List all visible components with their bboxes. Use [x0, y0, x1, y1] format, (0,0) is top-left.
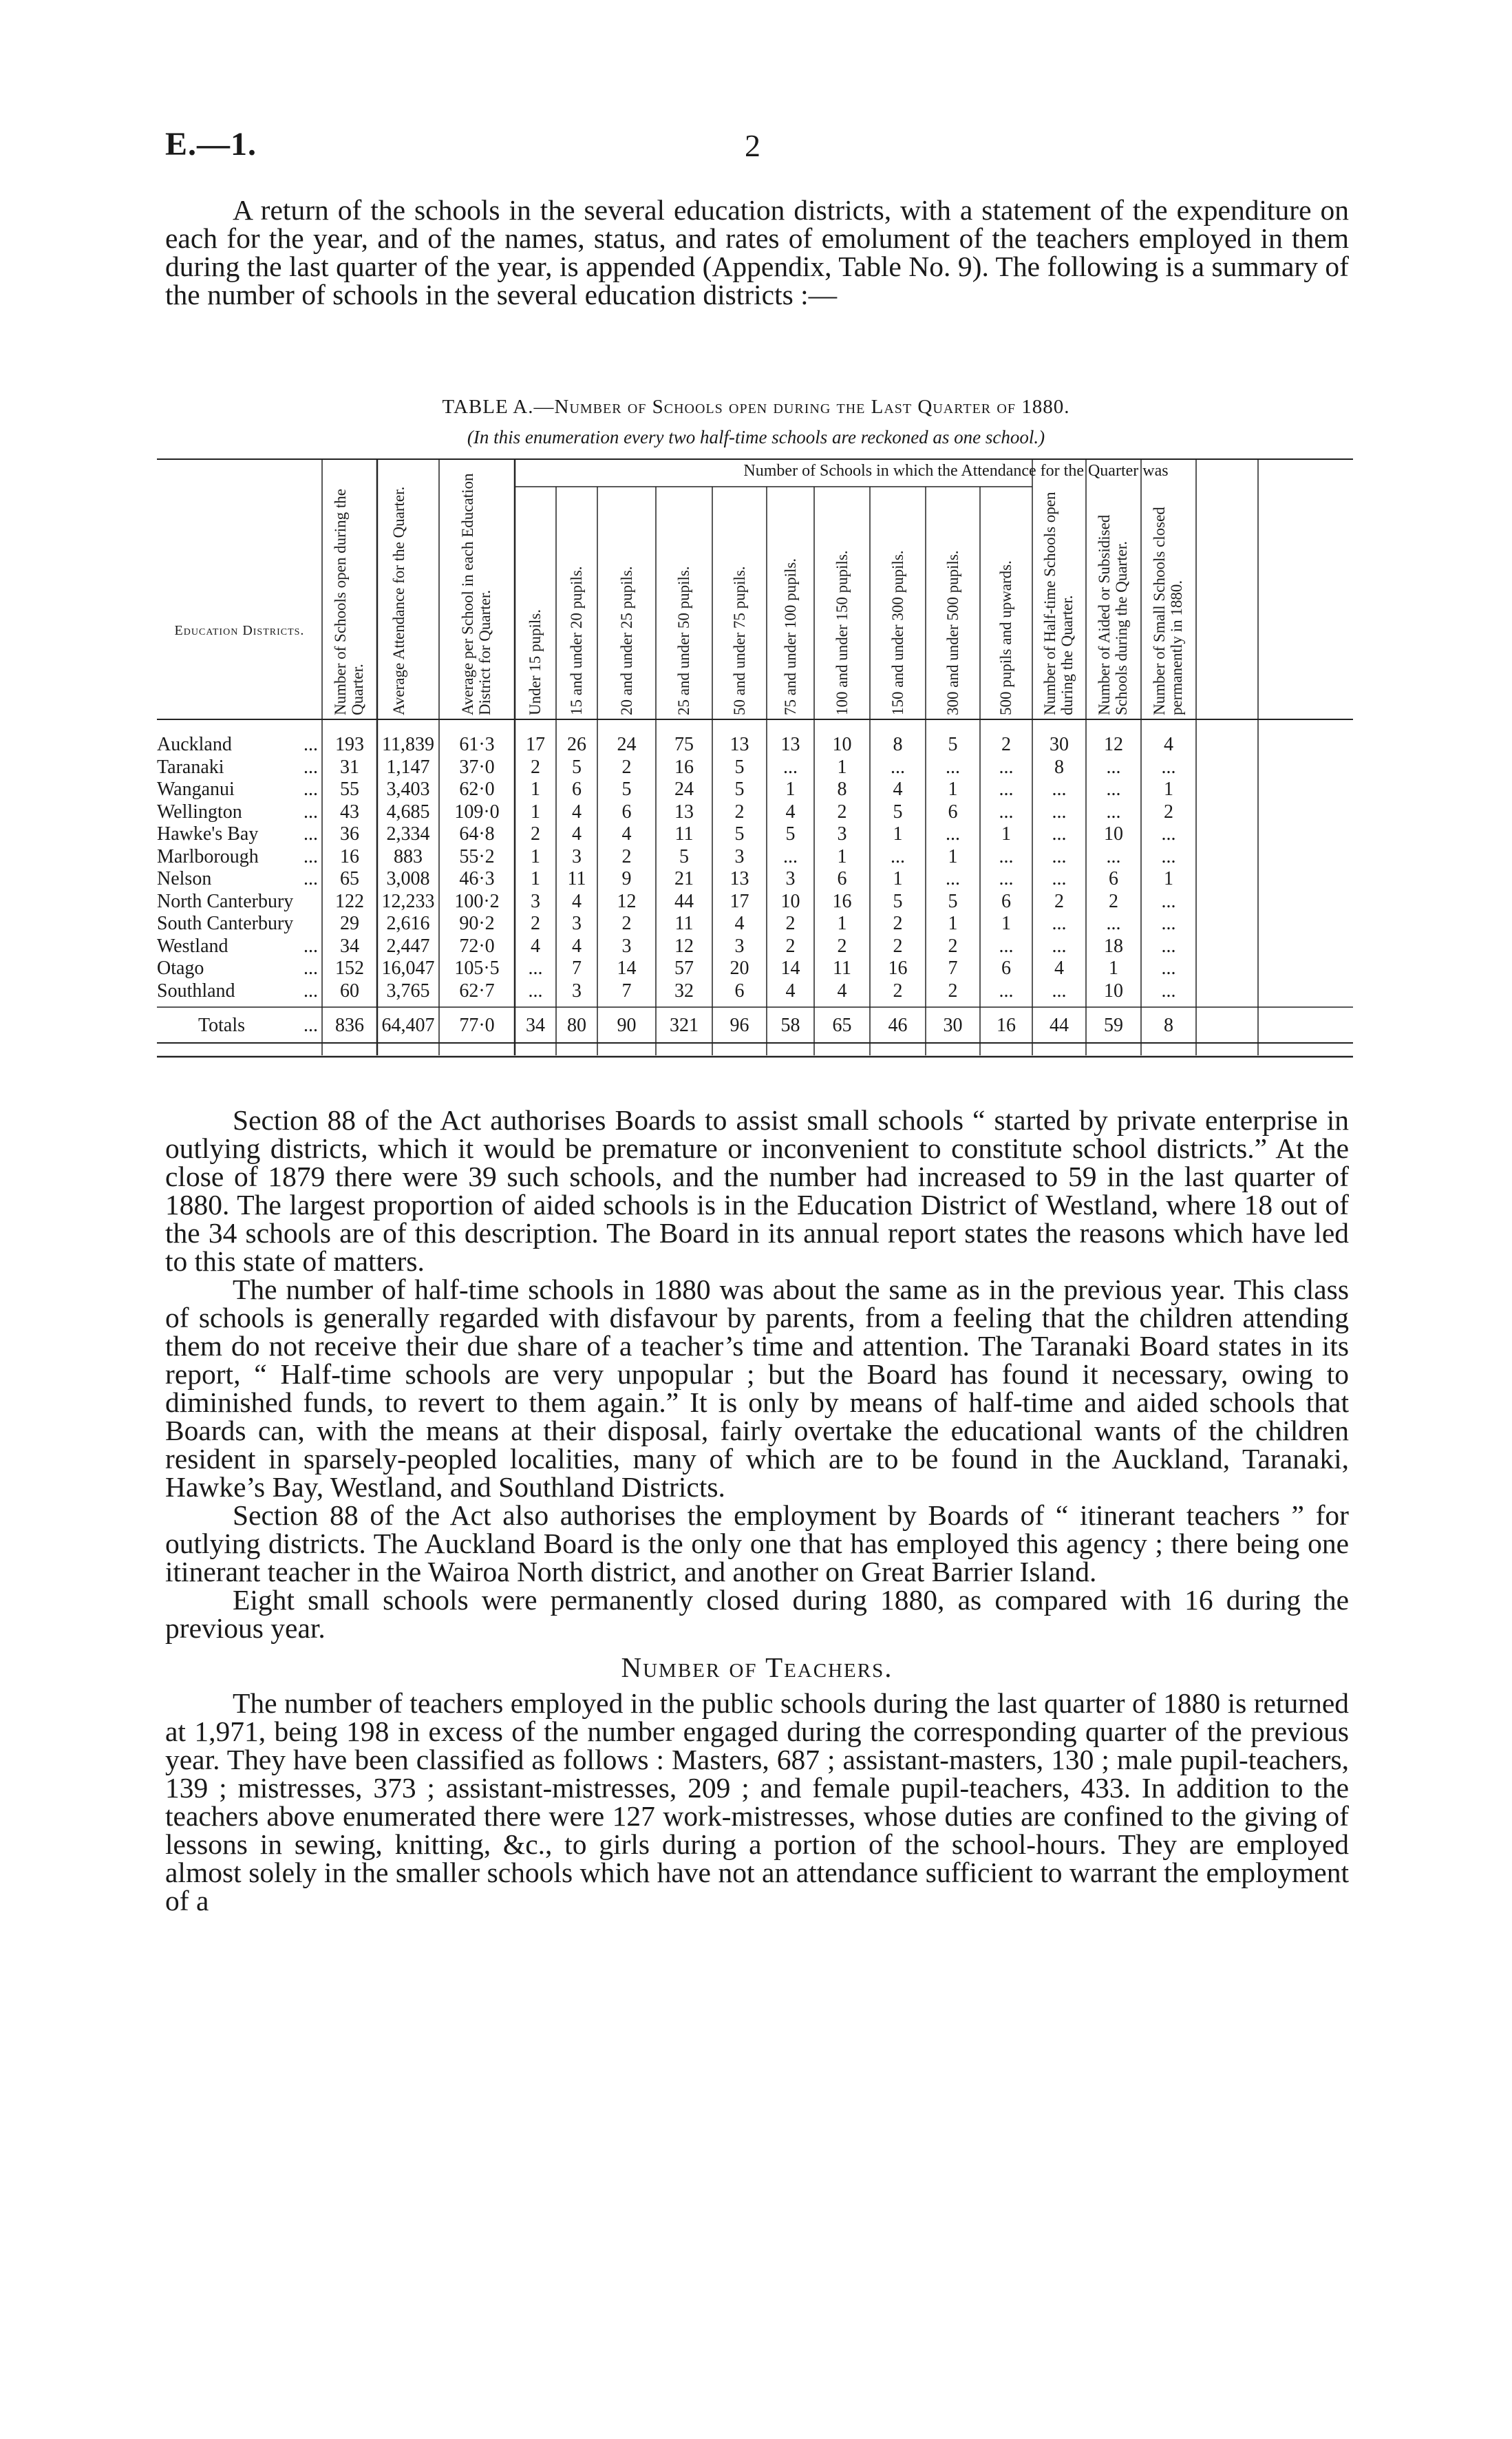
table-cell: 14: [617, 958, 637, 979]
table-cell: 17: [730, 890, 749, 912]
table-cell: 24: [674, 779, 694, 800]
table-cell: 4: [572, 823, 582, 845]
table-cell: ...: [999, 935, 1014, 957]
district-name: [157, 756, 322, 779]
column-header: 500 pupils and upwards.: [997, 560, 1014, 715]
table-cell: 64·8: [459, 823, 495, 845]
table-cell: 2: [893, 913, 903, 934]
table-cell: 12,233: [381, 890, 435, 912]
table-cell: 5: [621, 779, 632, 800]
column-header: 25 and under 50 pupils.: [675, 566, 692, 715]
table-cell: 2: [734, 801, 745, 823]
table-cell: 1: [837, 913, 847, 934]
leader-dots: ...: [304, 801, 318, 823]
table-cell: ...: [1161, 980, 1176, 1002]
table-cell: 1: [948, 845, 958, 867]
table-cell: 1: [531, 868, 540, 889]
table-cell: ...: [783, 845, 798, 867]
table-cell: ...: [1161, 935, 1176, 957]
column-header: 100 and under 150 pupils.: [833, 550, 851, 715]
totals-cell: 321: [670, 1015, 699, 1036]
table-cell: 12: [674, 935, 694, 957]
district-name: [157, 935, 322, 958]
table-cell: 11: [674, 913, 694, 934]
page-number: 2: [745, 128, 760, 163]
leader-dots: ...: [304, 1015, 318, 1036]
district-name-text: Totals: [198, 1015, 246, 1036]
table-cell: 5: [734, 756, 745, 778]
table-cell: 105·5: [454, 958, 500, 979]
table-cell: 3: [621, 935, 632, 957]
column-header: 75 and under 100 pupils.: [781, 558, 799, 715]
column-header: Average Attendance for the Quarter.: [390, 486, 407, 715]
table-cell: ...: [1161, 845, 1176, 867]
table-cell: 75: [674, 734, 694, 755]
totals-cell: 46: [888, 1015, 908, 1036]
table-cell: 3: [734, 845, 745, 867]
district-name-text: Westland: [157, 935, 228, 957]
table-cell: 3,765: [386, 980, 430, 1002]
leader-dots: ...: [304, 823, 318, 845]
table-cell: 3: [531, 890, 540, 912]
table-cell: 3: [572, 845, 582, 867]
table-cell: 5: [893, 801, 903, 823]
table-cell: 72·0: [459, 935, 495, 957]
column-header: Under 15 pupils.: [526, 609, 544, 715]
table-cell: 4: [572, 935, 582, 957]
table-cell: 2: [785, 935, 796, 957]
table-cell: ...: [999, 756, 1014, 778]
totals-cell: 16: [997, 1015, 1016, 1036]
column-header: 20 and under 25 pupils.: [617, 566, 635, 715]
column-header: Average per School in each Education District for Quarter.: [459, 473, 493, 715]
table-cell: 5: [734, 779, 745, 800]
district-name: [157, 890, 322, 913]
district-name-text: Hawke's Bay: [157, 823, 259, 845]
table-cell: 1: [785, 779, 796, 800]
table-cell: ...: [1052, 980, 1067, 1002]
table-cell: 6: [734, 980, 745, 1002]
table-cell: 36: [340, 823, 359, 845]
table-cell: ...: [1161, 890, 1176, 912]
table-cell: ...: [1106, 913, 1121, 934]
leader-dots: ...: [304, 756, 318, 778]
table-cell: 4: [621, 823, 632, 845]
table-cell: 62·7: [459, 980, 495, 1002]
table-cell: 6: [572, 779, 582, 800]
table-cell: ...: [1106, 756, 1121, 778]
table-cell: 2: [531, 823, 540, 845]
table-cell: ...: [1161, 823, 1176, 845]
table-cell: ...: [1106, 779, 1121, 800]
table-cell: 10: [1104, 823, 1123, 845]
table-cell: 2: [1164, 801, 1173, 823]
paragraph-teachers: The number of teachers employed in the public schools during the last quarter of 1880 is returned at 1,971, being 198 in excess of the number engaged during the corresponding quarter of the previous year. They have been classified as follows : Masters, 687 ; assistant-masters, 130 ; male pupil-teachers, 139 ; mistresses, 373 ; assistant-mistresses, 209 ; and female pupil-teachers, 433. In addition to the teachers above enumerated there were 127 work-mistresses, whose duties are confined to the giving of lessons in sewing, knitting, &c., to girls during a portion of the school-hours. They are employed almost solely in the smaller schools which have not an attendance sufficient to warrant the employment of a: [165, 1687, 1349, 1917]
table-cell: 6: [1001, 890, 1011, 912]
district-name-text: Wanganui: [157, 779, 235, 800]
table-cell: 10: [1104, 980, 1123, 1002]
table-cell: 2: [893, 935, 903, 957]
table-cell: 4: [572, 890, 582, 912]
leader-dots: ...: [304, 958, 318, 979]
table-cell: 16,047: [381, 958, 435, 979]
table-cell: 13: [674, 801, 694, 823]
table-cell: 2: [1054, 890, 1064, 912]
table-cell: 90·2: [459, 913, 495, 934]
leader-dots: ...: [304, 779, 318, 800]
table-cell: 5: [572, 756, 582, 778]
table-cell: ...: [1106, 845, 1121, 867]
table-cell: ...: [946, 868, 960, 889]
totals-cell: 58: [780, 1015, 800, 1036]
leader-dots: ...: [304, 845, 318, 867]
district-name-text: Wellington: [157, 801, 242, 823]
table-cell: 8: [837, 779, 847, 800]
table-cell: 12: [617, 890, 637, 912]
table-cell: 1: [1164, 868, 1173, 889]
table-cell: 24: [617, 734, 637, 755]
column-header: Number of Schools open during the Quarter.: [332, 489, 366, 715]
column-header: 15 and under 20 pupils.: [568, 566, 585, 715]
table-cell: 12: [1104, 734, 1123, 755]
table-cell: 37·0: [459, 756, 495, 778]
table-cell: 1: [948, 779, 958, 800]
district-name: [157, 778, 322, 801]
district-name: [157, 980, 322, 1002]
table-cell: ...: [1052, 845, 1067, 867]
table-cell: 1: [893, 868, 903, 889]
totals-label: [157, 1014, 322, 1037]
paragraph-aided-schools: Section 88 of the Act authorises Boards to assist small schools “ started by private enterprise in outlying districts, which it would be premature or inconvenient to constitute school districts.” At the close of 1879 there were 39 such schools, and the number had increased to 59 in the last quarter of 1880. The largest proportion of aided schools is in the Education District of Westland, where 18 out of the 34 schools are of this description. The Board in its annual report states the reasons which have led to this state of matters.: [165, 1104, 1349, 1277]
table-cell: 4: [837, 980, 847, 1002]
table-cell: ...: [999, 801, 1014, 823]
table-cell: 1: [1001, 823, 1011, 845]
table-cell: ...: [783, 756, 798, 778]
table-cell: 13: [730, 868, 749, 889]
table-cell: 9: [621, 868, 632, 889]
schools-table: [157, 458, 1353, 1098]
table-cell: 6: [837, 868, 847, 889]
table-cell: 43: [340, 801, 359, 823]
intro-paragraph: A return of the schools in the several education districts, with a statement of the expenditure on each for the year, and of the names, status, and rates of emolument of the teachers employed in them during the last quarter of the year, is appended (Appendix, Table No. 9). The following is a summary of the number of schools in the several education districts :—: [165, 194, 1349, 310]
table-cell: 13: [730, 734, 749, 755]
table-cell: 6: [621, 801, 632, 823]
column-header: 50 and under 75 pupils.: [730, 566, 748, 715]
district-name-text: Otago: [157, 958, 204, 979]
table-note: (In this enumeration every two half-time schools are reckoned as one school.): [467, 427, 1045, 447]
table-cell: 10: [832, 734, 852, 755]
paragraph-half-time: The number of half-time schools in 1880 was about the same as in the previous year. This class of schools is generally regarded with disfavour by parents, from a feeling that the children attending them do not receive their due share of a teacher’s time and attention. The Taranaki Board states in its report, “ Half-time schools are very unpopular ; but the Board has found it necessary, owing to diminished funds, to revert to them again.” It is only by means of half-time and aided schools that Boards can, with the means at their disposal, fairly overtake the educational wants of the children resident in sparsely-peopled localities, many of which are to be found in the Auckland, Taranaki, Hawke’s Bay, Westland, and Southland Districts.: [165, 1274, 1349, 1503]
table-cell: 16: [674, 756, 694, 778]
table-cell: 60: [340, 980, 359, 1002]
table-cell: 13: [780, 734, 800, 755]
table-cell: 2: [1109, 890, 1118, 912]
table-cell: 2: [785, 913, 796, 934]
table-cell: 109·0: [454, 801, 500, 823]
table-cell: 2: [621, 913, 632, 934]
table-cell: 7: [948, 958, 958, 979]
table-cell: 4,685: [386, 801, 430, 823]
table-cell: ...: [1106, 801, 1121, 823]
table-cell: 2: [531, 756, 540, 778]
table-cell: 2,334: [386, 823, 430, 845]
district-name-text: Taranaki: [157, 756, 224, 778]
table-cell: 3: [734, 935, 745, 957]
table-cell: ...: [1052, 801, 1067, 823]
district-name: [157, 867, 322, 890]
table-cell: 11: [833, 958, 851, 979]
leader-dots: ...: [304, 980, 318, 1002]
table-cell: 1: [837, 756, 847, 778]
table-cell: 62·0: [459, 779, 495, 800]
table-cell: ...: [1052, 823, 1067, 845]
totals-cell: 90: [617, 1015, 637, 1036]
district-name: [157, 957, 322, 980]
table-cell: 8: [893, 734, 903, 755]
table-cell: 1: [1001, 913, 1011, 934]
table-title: [0, 396, 1512, 419]
table-cell: ...: [999, 779, 1014, 800]
table-cell: ...: [946, 756, 960, 778]
table-cell: 100·2: [454, 890, 500, 912]
district-name: [157, 801, 322, 823]
table-cell: 883: [394, 845, 423, 867]
table-cell: 5: [948, 734, 958, 755]
table-cell: 6: [948, 801, 958, 823]
totals-cell: 96: [730, 1015, 749, 1036]
table-cell: 5: [893, 890, 903, 912]
district-name-text: North Canterbury: [157, 890, 294, 912]
table-cell: 1: [1109, 958, 1118, 979]
table-cell: 2: [948, 935, 958, 957]
totals-cell: 80: [567, 1015, 586, 1036]
table-cell: 152: [335, 958, 364, 979]
leader-dots: ...: [304, 734, 318, 755]
district-name-text: Auckland: [157, 734, 232, 755]
totals-cell: 8: [1164, 1015, 1173, 1036]
table-cell: 46·3: [459, 868, 495, 889]
table-cell: ...: [1052, 913, 1067, 934]
totals-cell: 64,407: [381, 1015, 435, 1036]
table-cell: 30: [1050, 734, 1069, 755]
table-cell: 5: [948, 890, 958, 912]
table-cell: 16: [340, 845, 359, 867]
table-cell: 55: [340, 779, 359, 800]
table-cell: 7: [621, 980, 632, 1002]
table-cell: 1: [531, 845, 540, 867]
attendance-group-header: Number of Schools in which the Attendance for the Quarter was: [743, 462, 1169, 480]
table-cell: 1: [837, 845, 847, 867]
table-cell: 2: [837, 801, 847, 823]
table-cell: 17: [526, 734, 545, 755]
table-cell: 1: [948, 913, 958, 934]
district-name: [157, 733, 322, 756]
table-cell: ...: [891, 756, 905, 778]
table-cell: 14: [780, 958, 800, 979]
table-cell: 1: [1164, 779, 1173, 800]
table-cell: 2,447: [386, 935, 430, 957]
column-header: Number of Small Schools closed permanently in 1880.: [1151, 507, 1185, 715]
table-cell: 3: [837, 823, 847, 845]
table-cell: 4: [572, 801, 582, 823]
table-cell: 2: [621, 756, 632, 778]
table-cell: ...: [528, 958, 543, 979]
table-cell: 3: [572, 913, 582, 934]
table-cell: ...: [1052, 868, 1067, 889]
table-cell: ...: [528, 980, 543, 1002]
table-cell: 4: [785, 801, 796, 823]
table-cell: 2: [531, 913, 540, 934]
table-cell: 2,616: [386, 913, 430, 934]
table-cell: 2: [948, 980, 958, 1002]
leader-dots: ...: [304, 868, 318, 889]
table-cell: 29: [340, 913, 359, 934]
table-cell: 55·2: [459, 845, 495, 867]
table-cell: 6: [1001, 958, 1011, 979]
table-cell: 1: [531, 779, 540, 800]
table-cell: ...: [1052, 779, 1067, 800]
table-cell: 5: [734, 823, 745, 845]
totals-cell: 836: [335, 1015, 364, 1036]
table-cell: 1: [893, 823, 903, 845]
district-name: [157, 823, 322, 845]
column-header: 150 and under 300 pupils.: [888, 550, 906, 715]
leader-dots: ...: [304, 935, 318, 957]
table-cell: ...: [999, 845, 1014, 867]
table-cell: 8: [1054, 756, 1064, 778]
table-cell: 2: [837, 935, 847, 957]
table-cell: 16: [832, 890, 852, 912]
totals-cell: 44: [1050, 1015, 1069, 1036]
table-cell: 2: [621, 845, 632, 867]
table-cell: 3,008: [386, 868, 430, 889]
table-cell: 57: [674, 958, 694, 979]
district-name-text: Southland: [157, 980, 235, 1002]
table-cell: 4: [531, 935, 540, 957]
totals-cell: 77·0: [459, 1015, 495, 1036]
table-cell: 6: [1109, 868, 1118, 889]
table-cell: 34: [340, 935, 359, 957]
totals-cell: 59: [1104, 1015, 1123, 1036]
column-header: 300 and under 500 pupils.: [944, 550, 961, 715]
table-cell: 5: [679, 845, 689, 867]
table-cell: 122: [335, 890, 364, 912]
table-cell: 32: [674, 980, 694, 1002]
table-cell: 10: [780, 890, 800, 912]
table-cell: 61·3: [459, 734, 495, 755]
table-cell: 65: [340, 868, 359, 889]
table-cell: ...: [999, 980, 1014, 1002]
paragraph-closed-schools: Eight small schools were permanently closed during 1880, as compared with 16 during the previous year.: [165, 1584, 1349, 1644]
table-cell: 21: [674, 868, 694, 889]
body-text: [165, 1106, 1349, 1915]
table-cell: 4: [1164, 734, 1173, 755]
column-header: Number of Half-time Schools open during the Quarter.: [1041, 492, 1076, 715]
table-cell: 3: [785, 868, 796, 889]
district-name: [157, 912, 322, 935]
table-cell: 11: [567, 868, 586, 889]
district-name: [157, 845, 322, 868]
column-header: Number of Aided or Subsidised Schools during the Quarter.: [1096, 514, 1130, 715]
table-cell: 18: [1104, 935, 1123, 957]
table-cell: 2: [1001, 734, 1011, 755]
table-cell: 20: [730, 958, 749, 979]
district-name-text: Nelson: [157, 868, 212, 889]
district-name-text: South Canterbury: [157, 913, 294, 934]
totals-cell: 30: [943, 1015, 963, 1036]
table-title-prefix: TABLE A.—: [442, 396, 555, 418]
document-code: E.—1.: [165, 126, 257, 162]
table-cell: 5: [785, 823, 796, 845]
table-cell: 11: [674, 823, 694, 845]
table-cell: ...: [891, 845, 905, 867]
table-cell: 2: [893, 980, 903, 1002]
table-cell: 3,403: [386, 779, 430, 800]
table-cell: 4: [1054, 958, 1064, 979]
table-cell: 4: [785, 980, 796, 1002]
table-cell: ...: [999, 868, 1014, 889]
table-cell: 11,839: [382, 734, 434, 755]
table-cell: ...: [1161, 756, 1176, 778]
table-cell: 3: [572, 980, 582, 1002]
table-cell: ...: [1161, 958, 1176, 979]
totals-cell: 34: [526, 1015, 545, 1036]
row-header-label: Education Districts.: [174, 623, 305, 638]
table-cell: ...: [1161, 913, 1176, 934]
table-cell: 26: [567, 734, 586, 755]
table-cell: 4: [893, 779, 903, 800]
table-cell: 7: [572, 958, 582, 979]
table-cell: 44: [674, 890, 694, 912]
table-cell: ...: [946, 823, 960, 845]
table-cell: 31: [340, 756, 359, 778]
table-cell: 193: [335, 734, 364, 755]
paragraph-itinerant: Section 88 of the Act also authorises the employment by Boards of “ itinerant teachers ” for outlying districts. The Auckland Board is the only one that has employed this agency ; there being one itinerant teacher in the Wairoa North district, and another on Great Barrier Island.: [165, 1499, 1349, 1587]
table-cell: 1: [531, 801, 540, 823]
table-cell: 1,147: [386, 756, 430, 778]
district-name-text: Marlborough: [157, 845, 259, 867]
table-cell: 16: [888, 958, 908, 979]
table-cell: ...: [1052, 935, 1067, 957]
table-cell: 4: [734, 913, 745, 934]
section-title: Number of Teachers.: [621, 1651, 893, 1683]
table-title-main: Number of Schools open during the Last Quarter of 1880.: [554, 396, 1070, 418]
totals-cell: 65: [832, 1015, 852, 1036]
